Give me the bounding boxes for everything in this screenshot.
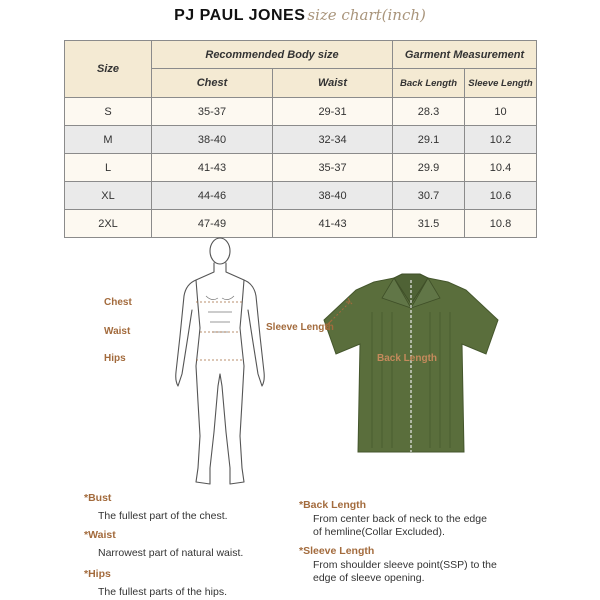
table-row [65,154,537,182]
table-row [65,210,537,238]
table-cell: 35-37 [273,154,393,182]
size-table [64,40,537,238]
table-cell: M [65,126,152,154]
table-cell: 29.9 [393,154,465,182]
table-cell: 47-49 [152,210,273,238]
table-cell: L [65,154,152,182]
definition-sleeve-length-line2: edge of sleeve opening. [313,572,425,584]
definition-hips-title: *Hips [84,568,111,580]
body-size-group-header: Recommended Body size [152,41,393,69]
definition-waist [84,529,243,560]
chart-subtitle: size chart(inch) [307,6,426,24]
shirt-label-back-length: Back Length [377,353,438,364]
shirt-label-sleeve-length: Sleeve Length [266,322,334,333]
definition-bust-title: *Bust [84,492,112,504]
definition-bust [84,492,228,523]
column-header-sleeve-length: Sleeve Length [465,69,537,98]
table-cell: 35-37 [152,98,273,126]
definition-bust-text: The fullest part of the chest. [98,510,228,522]
chart-title [0,6,600,30]
body-label-waist: Waist [104,326,131,337]
table-cell: 38-40 [152,126,273,154]
definition-back-length-line2: of hemline(Collar Excluded). [313,526,445,538]
brand-name: PJ PAUL JONES [174,7,306,24]
definition-sleeve-length [299,545,497,585]
table-row [65,126,537,154]
table-cell: 32-34 [273,126,393,154]
column-header-back-length: Back Length [393,69,465,98]
table-cell: 2XL [65,210,152,238]
definition-sleeve-length-line1: From shoulder sleeve point(SSP) to the [313,559,497,571]
definition-waist-text: Narrowest part of natural waist. [98,547,244,559]
size-column-header: Size [65,41,152,98]
table-cell: 10 [465,98,537,126]
column-header-waist: Waist [273,69,393,98]
table-cell: 28.3 [393,98,465,126]
definition-sleeve-length-title: *Sleeve Length [299,545,375,557]
table-cell: 10.2 [465,126,537,154]
definition-back-length [299,499,487,539]
table-cell: 10.4 [465,154,537,182]
table-cell: 30.7 [393,182,465,210]
table-cell: 10.6 [465,182,537,210]
definition-back-length-line1: From center back of neck to the edge [313,513,487,525]
garment-group-header: Garment Measurement [393,41,537,69]
table-cell: 10.8 [465,210,537,238]
column-header-chest: Chest [152,69,273,98]
table-header-row [65,41,537,69]
body-figure-illustration [140,236,300,496]
definition-back-length-title: *Back Length [299,499,367,511]
table-cell: 29-31 [273,98,393,126]
body-label-hips: Hips [104,353,126,364]
table-row [65,98,537,126]
body-label-chest: Chest [104,297,132,308]
definition-hips [84,568,227,599]
table-cell: 38-40 [273,182,393,210]
definition-waist-title: *Waist [84,529,116,541]
table-cell: 31.5 [393,210,465,238]
table-row [65,182,537,210]
table-cell: XL [65,182,152,210]
definition-hips-text: The fullest parts of the hips. [98,586,227,598]
table-cell: 41-43 [152,154,273,182]
table-cell: 29.1 [393,126,465,154]
table-cell: S [65,98,152,126]
table-cell: 41-43 [273,210,393,238]
table-cell: 44-46 [152,182,273,210]
